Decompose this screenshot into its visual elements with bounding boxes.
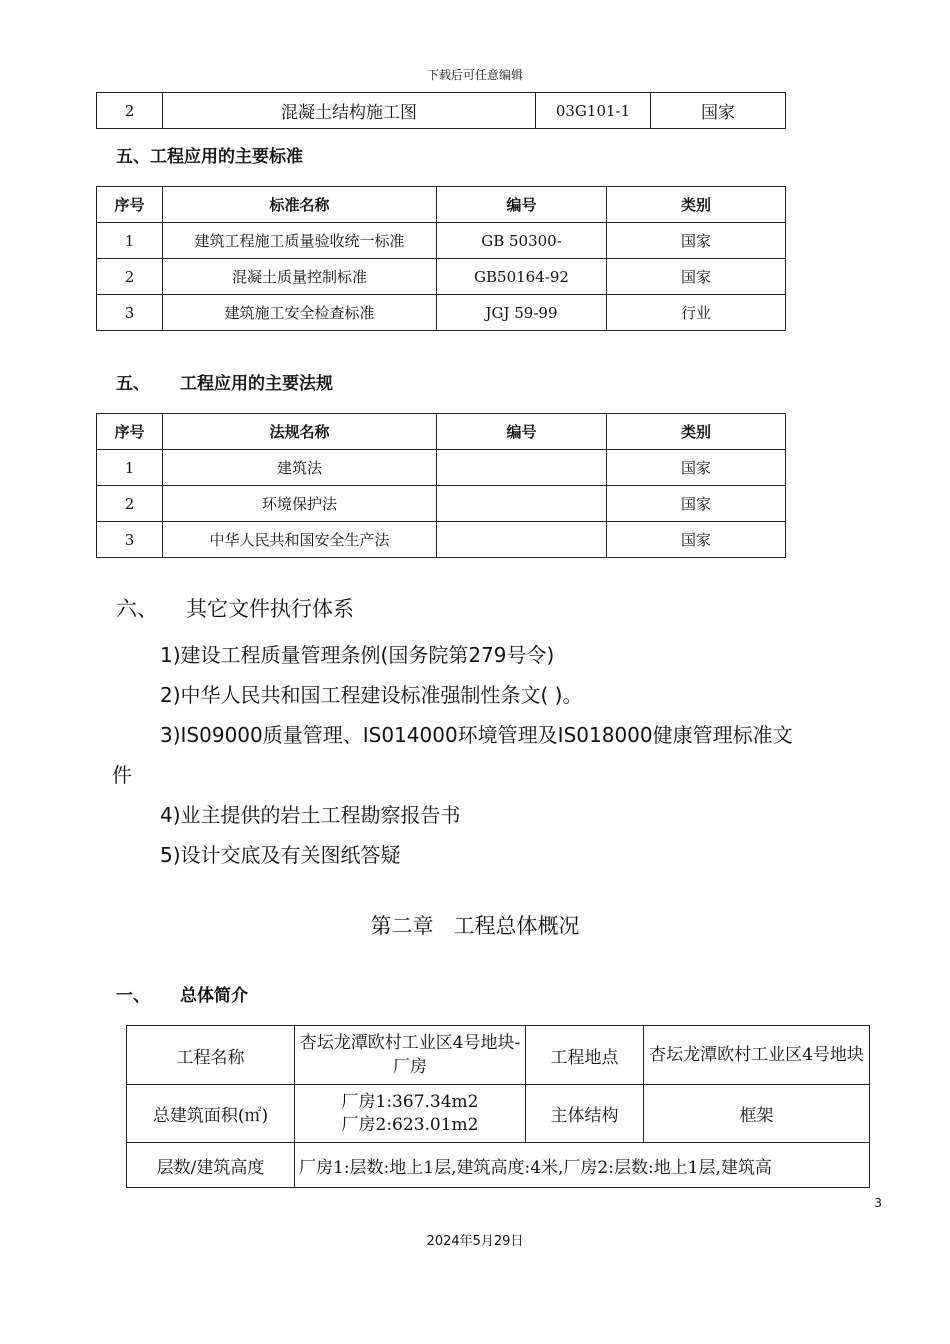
header-code: 编号 xyxy=(437,414,607,450)
list-item: 1)建设工程质量管理条例(国务院第279号令) xyxy=(160,643,555,667)
cell-name: 建筑施工安全检查标准 xyxy=(163,295,437,331)
standards-table xyxy=(96,186,786,331)
cell-category: 国家 xyxy=(607,486,786,522)
table-header-row xyxy=(97,414,786,450)
heading-text: 工程应用的主要法规 xyxy=(180,374,333,394)
heading-number: 五、 xyxy=(116,374,150,394)
page-number: 3 xyxy=(874,1196,882,1210)
table-header-row xyxy=(97,187,786,223)
cell-index: 3 xyxy=(97,522,163,558)
cell-name: 混凝土结构施工图 xyxy=(163,93,536,129)
cell-name: 建筑工程施工质量验收统一标准 xyxy=(163,223,437,259)
header-name: 法规名称 xyxy=(163,414,437,450)
cell-category: 国家 xyxy=(607,450,786,486)
cell-category: 国家 xyxy=(607,522,786,558)
footer-date: 2024年5月29日 xyxy=(426,1234,524,1249)
cell-code xyxy=(437,450,607,486)
header-index: 序号 xyxy=(97,414,163,450)
cell-category: 国家 xyxy=(607,259,786,295)
heading-number: 一、 xyxy=(116,986,150,1006)
cell-index: 2 xyxy=(97,93,163,129)
area-line-1: 厂房1:367.34m2 xyxy=(341,1091,479,1112)
heading-number: 五、 xyxy=(116,147,150,167)
section-heading-regulations xyxy=(116,369,333,394)
cell-code: JGJ 59-99 xyxy=(437,295,607,331)
section-heading-other-documents xyxy=(116,593,354,623)
cell-category: 行业 xyxy=(607,295,786,331)
drawings-table-continued xyxy=(96,92,786,129)
list-item: 4)业主提供的岩土工程勘察报告书 xyxy=(160,803,461,827)
table-row xyxy=(97,295,786,331)
header-index: 序号 xyxy=(97,187,163,223)
area-line-2: 厂房2:623.01m2 xyxy=(341,1114,479,1135)
list-item-continuation: 件 xyxy=(112,763,132,787)
cell-index: 2 xyxy=(97,259,163,295)
cell-index: 2 xyxy=(97,486,163,522)
section-heading-standards xyxy=(116,142,303,167)
cell-label: 层数/建筑高度 xyxy=(127,1143,295,1188)
table-row xyxy=(127,1085,870,1143)
cell-category: 国家 xyxy=(651,93,786,129)
table-row xyxy=(97,223,786,259)
cell-value xyxy=(295,1085,526,1143)
table-row xyxy=(127,1026,870,1085)
cell-code: GB50164-92 xyxy=(437,259,607,295)
heading-text: 其它文件执行体系 xyxy=(186,597,354,621)
heading-number: 六、 xyxy=(116,597,158,621)
cell-label: 总建筑面积(㎡) xyxy=(127,1085,295,1143)
table-row xyxy=(97,486,786,522)
header-name: 标准名称 xyxy=(163,187,437,223)
cell-index: 1 xyxy=(97,450,163,486)
section-heading-overview xyxy=(116,981,248,1006)
header-code: 编号 xyxy=(437,187,607,223)
table-row xyxy=(97,450,786,486)
cell-value: 框架 xyxy=(644,1085,870,1143)
other-documents-list xyxy=(112,635,902,875)
cell-value: 杏坛龙潭欧村工业区4号地块 xyxy=(644,1026,870,1085)
cell-value: 杏坛龙潭欧村工业区4号地块-厂房 xyxy=(295,1026,526,1085)
table-row xyxy=(97,259,786,295)
chapter-label: 第二章 xyxy=(370,914,434,938)
cell-code xyxy=(437,522,607,558)
cell-name: 中华人民共和国安全生产法 xyxy=(163,522,437,558)
cell-name: 建筑法 xyxy=(163,450,437,486)
cell-name: 环境保护法 xyxy=(163,486,437,522)
list-item: 2)中华人民共和国工程建设标准强制性条文( )。 xyxy=(160,683,583,707)
cell-label: 工程名称 xyxy=(127,1026,295,1085)
header-category: 类别 xyxy=(607,414,786,450)
table-row xyxy=(97,93,786,129)
cell-code: GB 50300- xyxy=(437,223,607,259)
table-row xyxy=(97,522,786,558)
heading-text: 总体简介 xyxy=(180,986,248,1006)
chapter-heading xyxy=(0,910,950,940)
cell-label: 工程地点 xyxy=(526,1026,644,1085)
cell-category: 国家 xyxy=(607,223,786,259)
header-note: 下载后可任意编辑 xyxy=(426,68,523,82)
cell-code: 03G101-1 xyxy=(536,93,651,129)
cell-code xyxy=(437,486,607,522)
cell-name: 混凝土质量控制标准 xyxy=(163,259,437,295)
overview-table xyxy=(126,1025,870,1188)
list-item: 3)IS09000质量管理、IS014000环境管理及IS018000健康管理标准文 xyxy=(160,723,793,747)
regulations-table xyxy=(96,413,786,558)
cell-index: 1 xyxy=(97,223,163,259)
cell-value: 厂房1:层数:地上1层,建筑高度:4米,厂房2:层数:地上1层,建筑高 xyxy=(295,1143,870,1188)
cell-index: 3 xyxy=(97,295,163,331)
table-row xyxy=(127,1143,870,1188)
header-category: 类别 xyxy=(607,187,786,223)
heading-text: 工程应用的主要标准 xyxy=(150,147,303,167)
list-item: 5)设计交底及有关图纸答疑 xyxy=(160,843,401,867)
cell-label: 主体结构 xyxy=(526,1085,644,1143)
chapter-title: 工程总体概况 xyxy=(453,914,580,938)
